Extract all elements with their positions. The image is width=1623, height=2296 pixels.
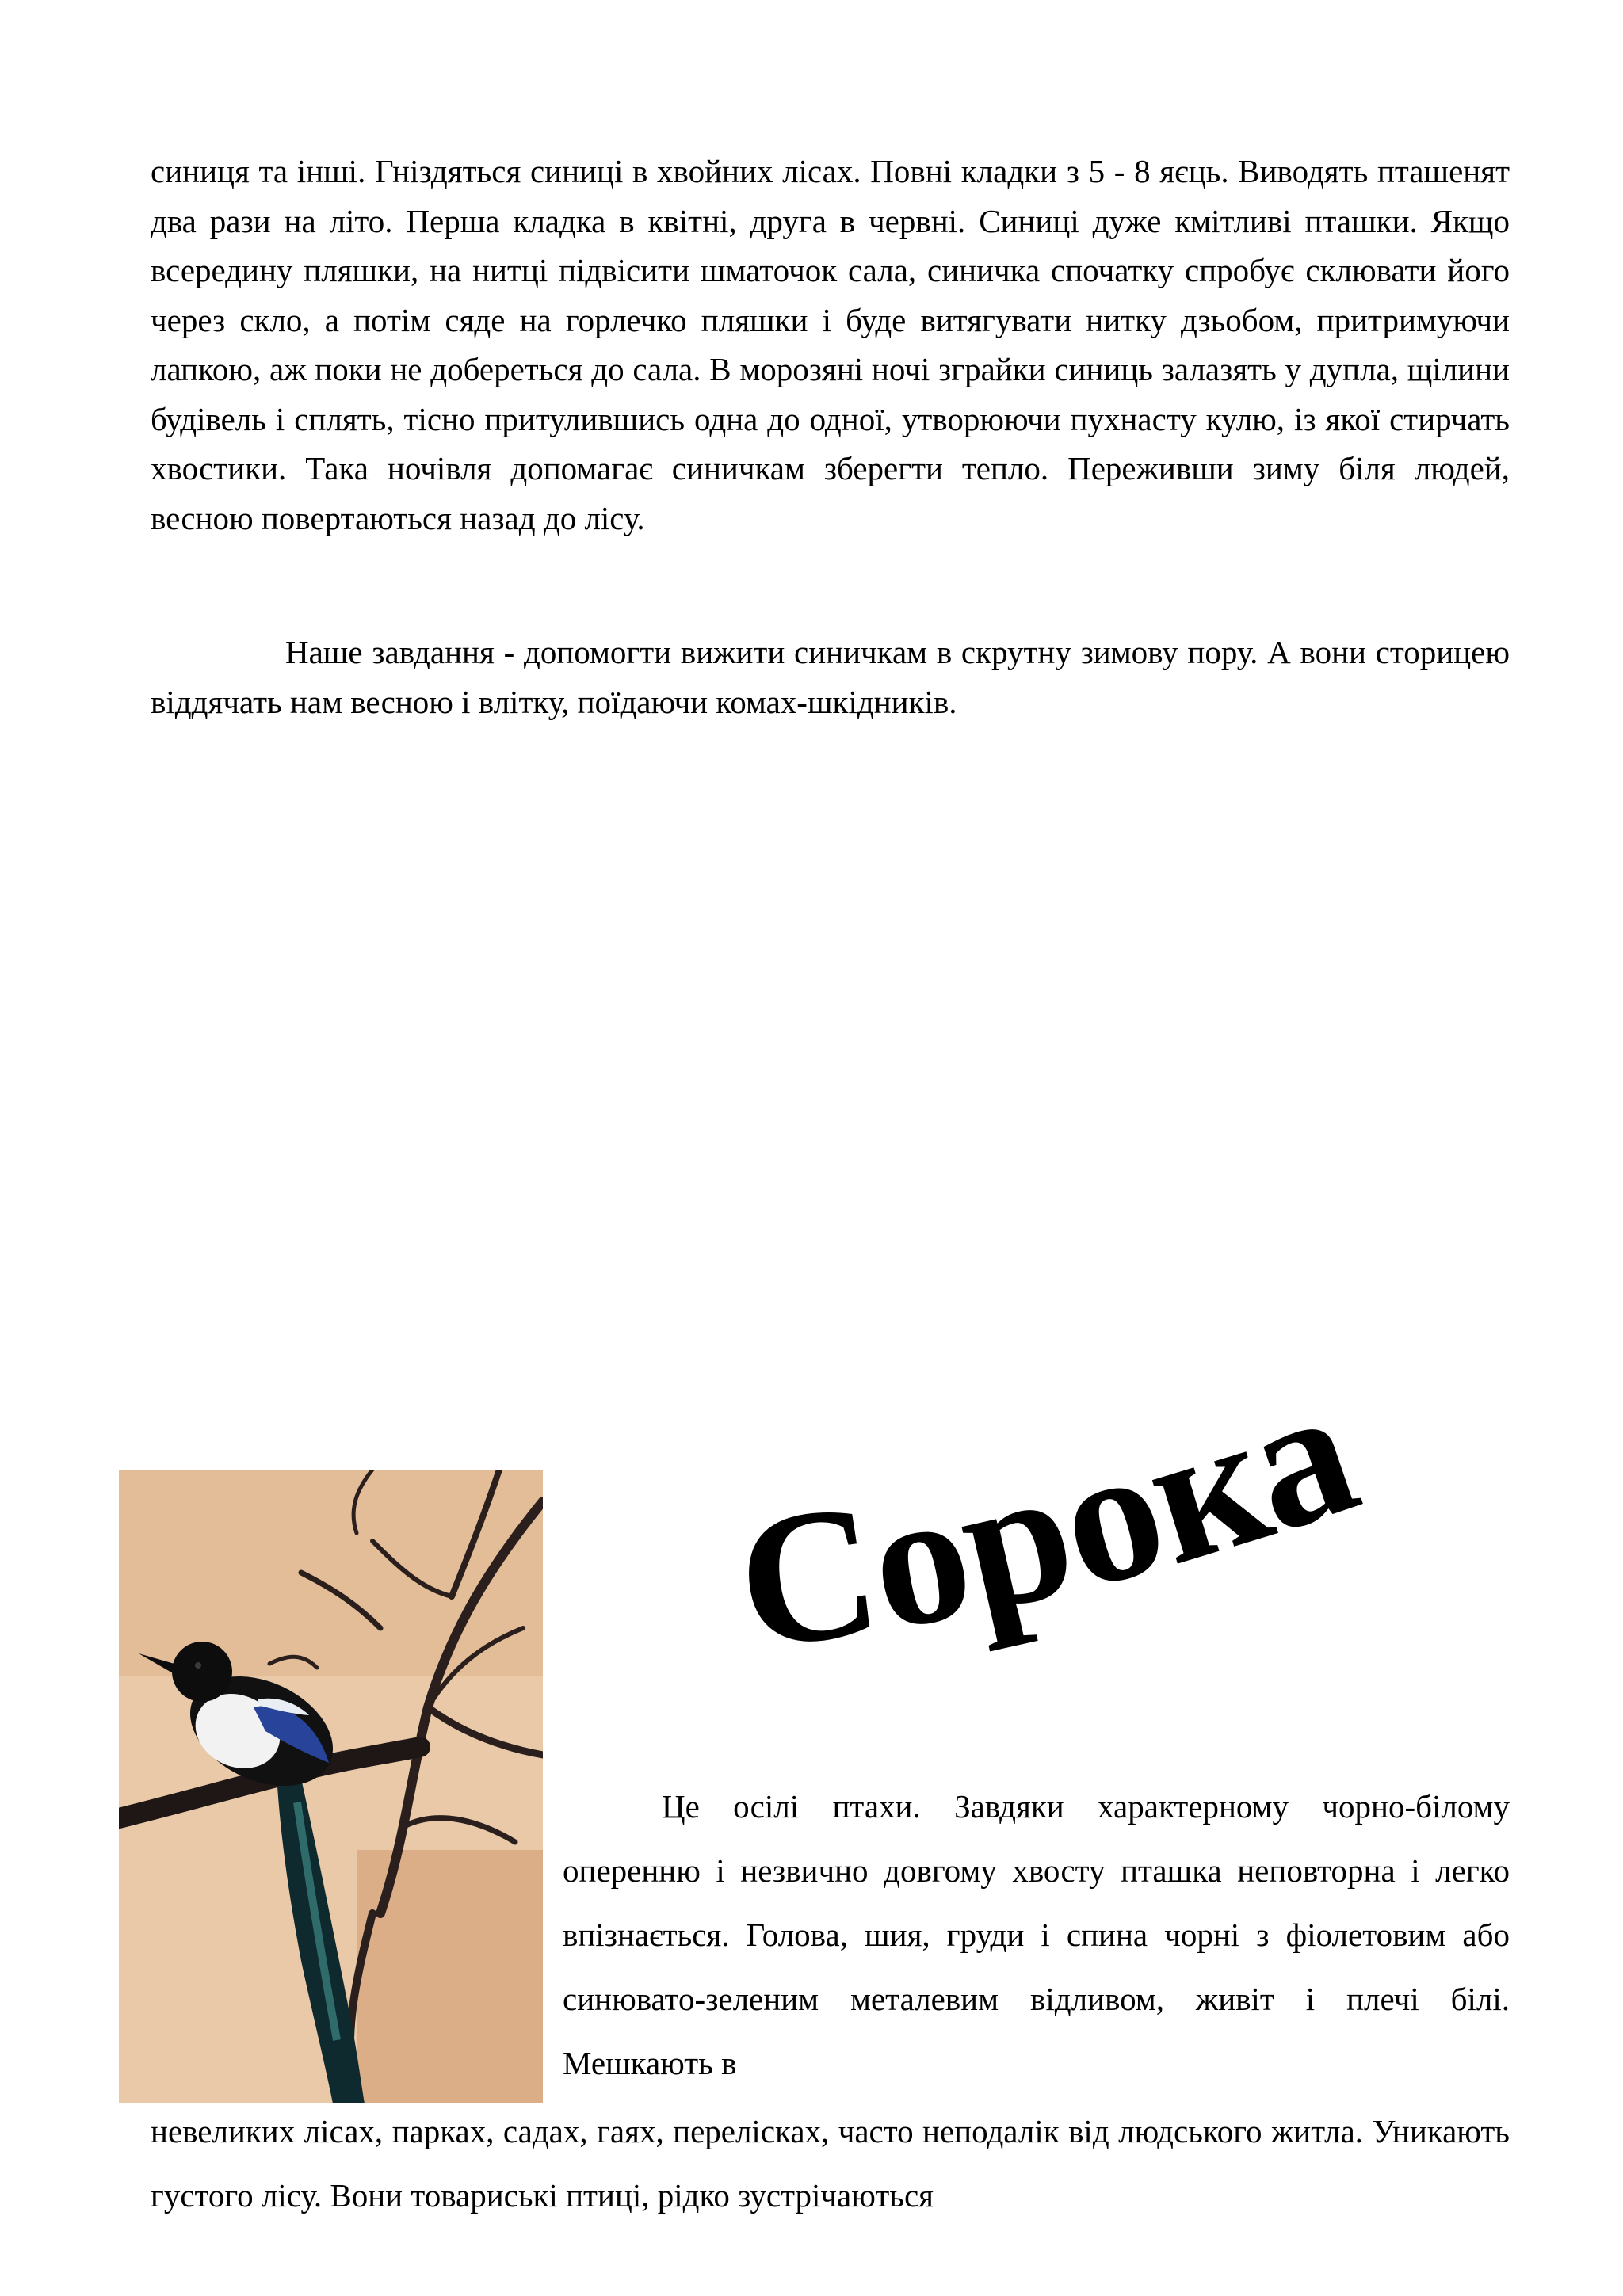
wordart-title — [726, 1342, 1514, 1695]
title-textpath: Сорока — [726, 1342, 1380, 1690]
paragraph-help-tits: Наше завдання - допомогти вижити синичкам в скрутну зимову пору. А вони сторицею віддячать нам весною і влітку, поїдаючи комах-шкідників. — [151, 634, 1510, 720]
magpie-illustration — [119, 1470, 543, 2103]
magpie-photo — [119, 1470, 543, 2103]
paragraph-magpie-description: Це осілі птахи. Завдяки характерному чорно-білому оперенню і незвично довгому хвосту пташка неповторна і легко впізнається. Голова, шия, груди і спина чорні з фіолетовим або синювато-зеленим металевим відливом, живіт і плечі білі. Мешкають в — [563, 1788, 1510, 2081]
paragraph-tits-behavior: синиця та інші. Гніздяться синиці в хвойних лісах. Повні кладки з 5 - 8 яєць. Виводять пташенят два рази на літо. Перша кладка в квітні, друга в червні. Синиці дуже кмітливі пташки. Якщо всередину пляшки, на нитці підвісити шматочок сала, синичка спочатку спробує склювати його через скло, а потім сяде на горлечко пляшки і буде витягувати нитку дзьобом, притримуючи лапкою, аж поки не добереться до сала. В морозяні ночі зграйки синиць залазять у дупла, щілини будівель і сплять, тісно притулившись одна до одної, утворюючи пухнасту кулю, із якої стирчать хвостики. Така ночівля допомагає синичкам зберегти тепло. Переживши зиму біля людей, весною повертаються назад до лісу. — [151, 153, 1510, 536]
title-text — [726, 1342, 1379, 1689]
section-title-magpie — [726, 1342, 1514, 1695]
paragraph-magpie-habitat: невеликих лісах, парках, садах, гаях, перелісках, часто неподалік від людського житла. Уникають густого лісу. Вони товариські птиці, рідко зустрічаються — [151, 2113, 1510, 2214]
